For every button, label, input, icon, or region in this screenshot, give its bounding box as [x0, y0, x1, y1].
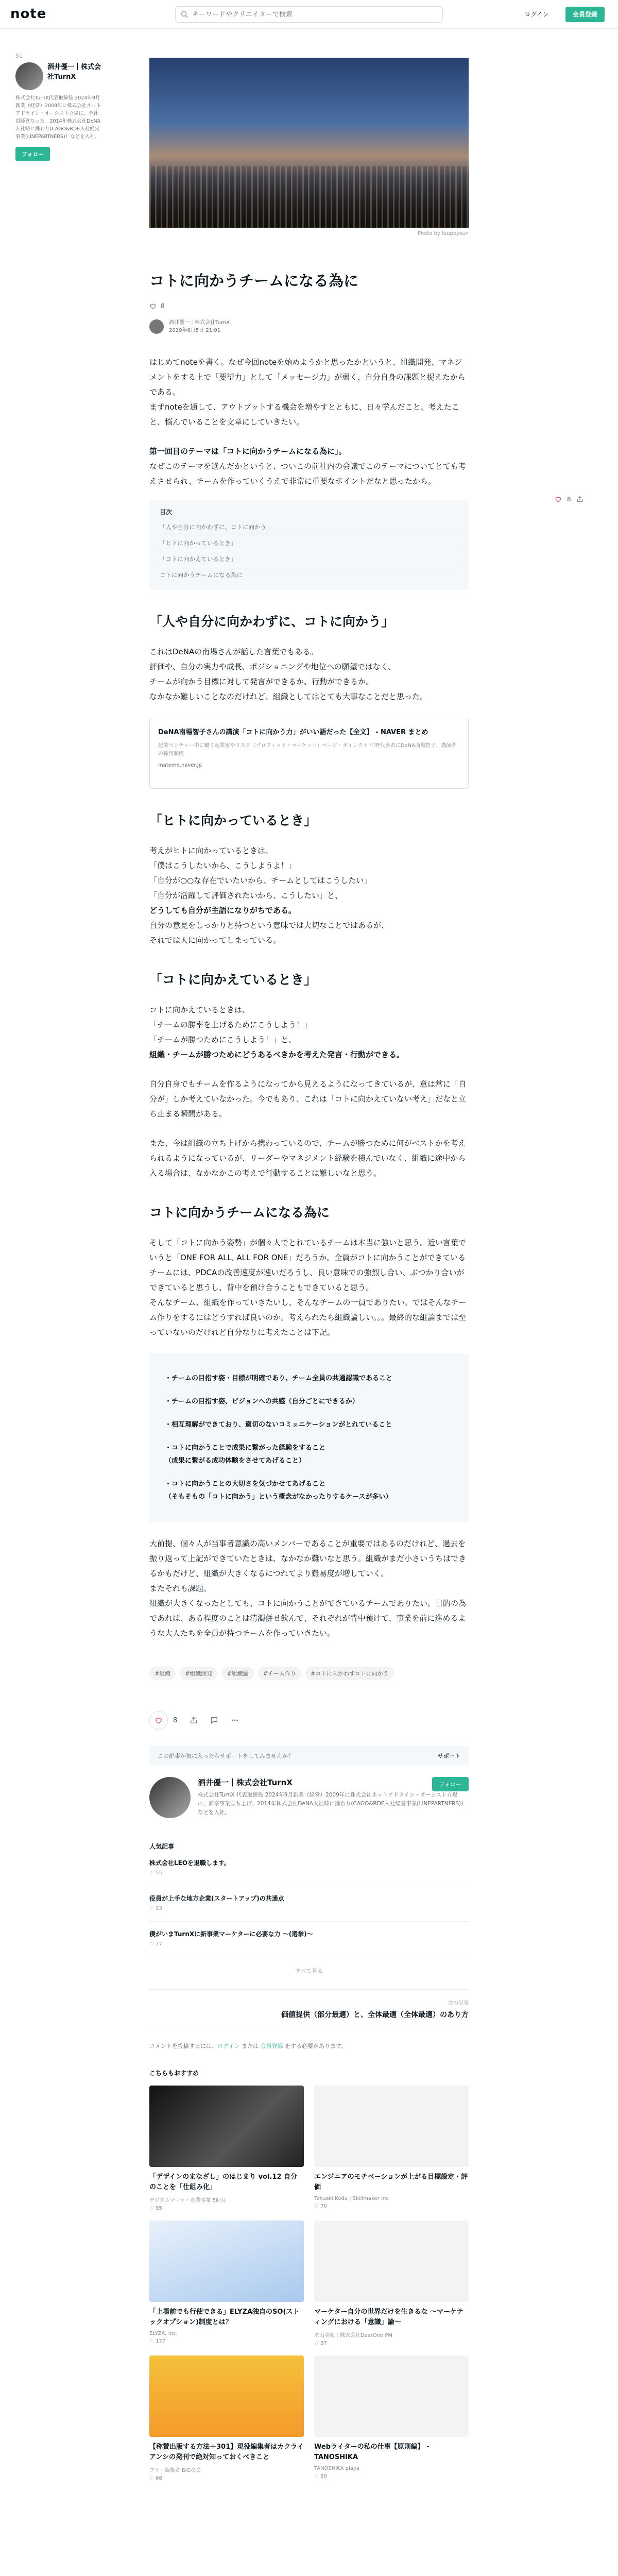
- box-item: ・コトに向かうことで成果に繋がった経験をすること （成果に繋がる成功体験をさせてあげること）: [165, 1444, 326, 1465]
- box-item: ・チームの目指す姿・目標が明確であり、チーム全員の共通認識であること: [165, 1375, 393, 1382]
- search-input[interactable]: [192, 11, 437, 19]
- section-heading: 「人や自分に向かわずに、コトに向かう」: [149, 614, 394, 629]
- photo-credit: Photo by tsuppysun: [417, 231, 469, 236]
- rec-card[interactable]: 【称賛出版する方法＋301】現役編集者はカクライアンシの発刊で絶対知っておくべきこと フリー編集者 BIGの会 ♡ 68: [149, 2355, 304, 2481]
- section-heading: 「コトに向かえているとき」: [149, 972, 317, 987]
- floating-actions: [555, 496, 583, 503]
- hashtag[interactable]: #組織論: [221, 1667, 253, 1680]
- search-icon: [181, 11, 188, 18]
- hashtag[interactable]: #組織開発: [180, 1667, 217, 1680]
- like-button[interactable]: [149, 1711, 168, 1730]
- highlight-box: [149, 1353, 469, 1522]
- title-like-row: [149, 302, 469, 310]
- author-avatar[interactable]: [149, 319, 164, 334]
- rec-thumbnail: [314, 2221, 469, 2302]
- author-sidebar: [15, 53, 103, 161]
- paragraph: これはDeNAの南場さんが話した言葉でもある。 評価や、自分の実力や成長、ポジショニングや地位への願望ではなく、 チームが向かう目標に対して発言ができるか、行動ができるか。 なかなか難しいことなのだけれど、組織としてはとても大事なことだと思った。: [149, 647, 428, 701]
- heart-icon[interactable]: [555, 496, 562, 503]
- author-name[interactable]: 酒井優一｜株式会社TurnX: [169, 320, 230, 326]
- publish-date: 2019年6月5日 21:01: [169, 328, 221, 333]
- table-of-contents: [149, 500, 469, 590]
- paragraph: なぜこのテーマを選んだかというと、ついこの前社内の会議でこのテーマについてとても考えさせられ、チームを作っていくうえで非常に重要なポイントだなと思ったから。: [149, 462, 466, 486]
- sidebar-follow-button[interactable]: フォロー: [15, 147, 50, 161]
- share-icon[interactable]: [190, 1716, 198, 1724]
- list-item[interactable]: 株式会社LEOを退職します。 ♡ 55: [149, 1851, 469, 1886]
- embed-title: DeNA南場智子さんの講演「コトに向かう力」がいい語だった【全文】 - NAVER まとめ: [158, 728, 428, 736]
- comment-prompt: コメントを投稿するには、ログイン または 会員登録 をする必要があります。: [149, 2043, 347, 2049]
- signup-button[interactable]: 会員登録: [565, 7, 605, 22]
- rec-thumbnail: [314, 2355, 469, 2437]
- toc-item[interactable]: 「人や自分に向かわずに、コトに向かう」: [160, 519, 458, 535]
- paragraph: 第一回目のテーマは「コトに向かうチームになる為に」。: [149, 447, 347, 456]
- comment-login-link[interactable]: ログイン: [217, 2043, 240, 2049]
- next-article-link[interactable]: 次の記事 価値提供（部分最適）と、全体最適（全体最適）のあり方: [149, 1989, 469, 2029]
- share-icon[interactable]: [576, 496, 583, 503]
- avatar[interactable]: [149, 1777, 191, 1818]
- link-embed-card[interactable]: [149, 719, 469, 789]
- heart-icon: [154, 1716, 163, 1724]
- rec-card[interactable]: Webライターの私の仕事【原則編】 - TANOSHIKA TANOSHIKA playa ♡ 80: [314, 2355, 469, 2481]
- comment-signup-link[interactable]: 会員登録: [260, 2043, 283, 2049]
- toc-item[interactable]: 「コトに向かえているとき」: [160, 551, 458, 567]
- see-all-link[interactable]: すべて見る: [295, 1968, 323, 1974]
- action-bar: [149, 1711, 469, 1730]
- card-author-desc: 株式会社TurnX 代表取締役 2024年9月創業（経営）2009年に株式会社ネットアドライン・オーシスト立場に、新卒事業立ち上げ、2014年株式会社DeNA入社時に携わり(CAGO&RDE入社経営事業(LINEPARTNERS)）などを入社。: [198, 1792, 464, 1816]
- toc-heading: 目次: [160, 509, 173, 516]
- embed-url: matome.naver.jp: [158, 762, 202, 768]
- support-banner: [149, 1746, 469, 1766]
- support-text: この記事が気に入ったらサポートをしてみませんか？: [158, 1753, 294, 1759]
- login-link[interactable]: ログイン: [524, 11, 549, 18]
- paragraph: はじめてnoteを書く。なぜ今回noteを始めようかと思ったかというと、組織開発、マネジメントをする上で「要望力」として「メッセージ力」が弱く、自分自身の課題と捉えたからである。: [149, 358, 466, 397]
- article-body: [149, 355, 469, 1641]
- note-logo[interactable]: note: [10, 6, 47, 22]
- embed-desc: 起業ベンチャー中に働く起業家やリスク（プロフィット・マーケット）ページ・ダイレクト 中野代表者にDeNA南場智子、講演者の採用制度: [158, 743, 456, 757]
- card-follow-button[interactable]: フォロー: [432, 1777, 469, 1791]
- paragraph: コトに向かえているときは、 「チームの勝率を上げるためにこうしよう！」 「チームが勝つためにこうしよう！」と、 組織・チームが勝つためにどうあるべきかを考えた発言・行動ができる。: [149, 1005, 405, 1059]
- paragraph: そんなチーム、組織を作っていきたいし、そんなチームの一員でありたい。ではそんなチーム作りをするにはどうすれば良いのか。考えられたら組織論しい。。。最終的な組論までは至っていないのだけれど自分なりに考えたことは下記。: [149, 1298, 467, 1337]
- recs-heading: こちらもおすすめ: [149, 2070, 199, 2077]
- support-button[interactable]: サポート: [438, 1753, 460, 1759]
- rec-card[interactable]: エンジニアのモチベーションが上がる目標設定・評価 Takuaki Koda | Skillmaker Inc ♡ 70: [314, 2086, 469, 2211]
- sidebar-count: 51: [15, 53, 23, 59]
- global-header: [0, 0, 618, 29]
- search-box[interactable]: [175, 6, 443, 23]
- toc-item[interactable]: コトに向かうチームになる為に: [160, 571, 243, 579]
- hero-image: [149, 58, 469, 228]
- article-author: [149, 319, 469, 334]
- like-count: 8: [173, 1716, 178, 1724]
- author-card: [149, 1777, 469, 1818]
- rec-thumbnail: [314, 2086, 469, 2167]
- paragraph: そして「コトに向かう姿勢」が個々人でとれているチームは本当に強いと思う。近い言葉でいうと「ONE FOR ALL, ALL FOR ONE」だろうか。全員がコトに向かうことができているチームには、PDCAの改善速度が速いだろうし、良い意味での強烈し合い、ぶつかり合いができていると思うし、背中を預け合うこともできていると思う。: [149, 1238, 467, 1292]
- paragraph: 大前提、個々人が当事者意識の高いメンバーであることが重要ではあるのだけれど、過去を振り返って上記ができていたときは、なかなか難いなと思う。組織がまだ小さいうちはできるかもだけど、組織が大きくなるにつれてより難易度が増していく。: [149, 1539, 467, 1578]
- comment-icon[interactable]: [210, 1716, 218, 1724]
- paragraph: また、今は組織の立ち上げから携わっているので、チームが勝つために何がベストかを考えられるようになっているが、リーダーやマネジメント経験を積んでいなく、組織に途中から入る場合は、なかなかこの考えで行動することは難しいなと思う。: [149, 1139, 466, 1178]
- box-item: ・チームの目指す姿、ビジョンへの共感（自分ごとにできるか）: [165, 1398, 359, 1405]
- paragraph: 自分自身でもチームを作るようになってから見えるようになってきているが、意は常に「自分が」しか考えていなかった。今でもあり、これは「コトに向かえていない考え」だなと立ち止まる瞬間がある。: [149, 1079, 467, 1118]
- section-heading: 「ヒトに向かっているとき」: [149, 813, 317, 828]
- avatar[interactable]: [15, 62, 43, 90]
- paragraph: 組織が大きくなったとしても、コトに向かうことができているチームでありたい。目的の為であれば、ある程度のことは清濁併せ飲んで、それぞれが背中預けて、事業を前に進めるような大人たちを全員が持つチームを作っていきたい。: [149, 1599, 467, 1638]
- more-icon[interactable]: [231, 1716, 239, 1724]
- article-title: コトに向かうチームになる為に: [149, 272, 359, 290]
- rec-thumbnail: [149, 2086, 304, 2167]
- recommendations: [149, 2069, 469, 2481]
- hashtag[interactable]: #コトに向かわずコトに向かう: [305, 1667, 394, 1680]
- title-like-count: 8: [161, 302, 165, 310]
- list-item[interactable]: 僕がいまTurnXに新事業マーケターに必要な力 〜(選挙)〜 ♡ 27: [149, 1922, 469, 1957]
- box-item: ・コトに向かうことの大切さを気づかせてあげること （そもそもの「コトに向かう」という概念がなかったりするケースが多い）: [165, 1480, 392, 1501]
- toc-item[interactable]: 「ヒトに向かっているとき」: [160, 535, 458, 551]
- box-item: ・相互理解ができており、適切のないコミュニケーションがとれていること: [165, 1421, 392, 1429]
- hashtag[interactable]: #組織: [149, 1667, 176, 1680]
- rec-card[interactable]: 「上場前でも行使できる」ELYZA独自のSO(ストックオプション)制度とは？ ELYZA, Inc. ♡ 177: [149, 2221, 304, 2346]
- article-main: [149, 58, 469, 2481]
- popular-articles: [149, 1842, 469, 1975]
- paragraph: まずnoteを通して、アウトプットする機会を増やすとともに、日々学んだこと、考えたこと、悩んでいることを文章にしていきたい。: [149, 402, 459, 427]
- paragraph: 考えがヒトに向かっているときは、 「僕はこうしたいから、こうしようよ！」 「自分が○○な存在でいたいから、チームとしてはこうしたい」 「自分が活躍して評価されたいから、こうしたい」と、 どうしても自分が主語になりがちである。 自分の意見をしっかりと持つという意味では大切なことではあるが、 それでは人に向かってしまっている。: [149, 846, 389, 945]
- tag-list: [149, 1667, 469, 1680]
- list-item[interactable]: 役員が上手な地方企業(スタートアップ)の共通点 ♡ 23: [149, 1886, 469, 1922]
- rec-thumbnail: [149, 2355, 304, 2437]
- card-author-name[interactable]: 酒井優一｜株式会社TurnX: [198, 1778, 293, 1787]
- rec-card[interactable]: 「デザインのまなざし」のはじまり vol.12 自分のことを「仕組み化」 デジタルマーケ・産業事業 5回目 ♡ 95: [149, 2086, 304, 2211]
- sidebar-author-name[interactable]: 酒井優一｜株式会社TurnX: [47, 63, 101, 81]
- hashtag[interactable]: #チーム作り: [258, 1667, 301, 1680]
- rec-thumbnail: [149, 2221, 304, 2302]
- floating-like-count: 8: [567, 496, 571, 503]
- paragraph: またそれも課題。: [149, 1584, 212, 1593]
- popular-heading: 人気記事: [149, 1843, 175, 1850]
- rec-card[interactable]: マーケター自分の世界だけを生きるな 〜マーケティングにおける「意識」論〜 木山美紀 | 株式会社DearOne PM ♡ 37: [314, 2221, 469, 2346]
- heart-icon[interactable]: [149, 302, 157, 310]
- section-heading: コトに向かうチームになる為に: [149, 1205, 330, 1220]
- sidebar-author-desc: 株式会社TurnX代表取締役 2024年9月創業（経営）2009年に株式会社ネットアドライン・オーシスト立場に、全社員経営なった。2014年株式会社DeNA入社時に携わり(CAGO&RDE入社経営事業(LINEPARTNERS)）などを入社。: [15, 95, 101, 140]
